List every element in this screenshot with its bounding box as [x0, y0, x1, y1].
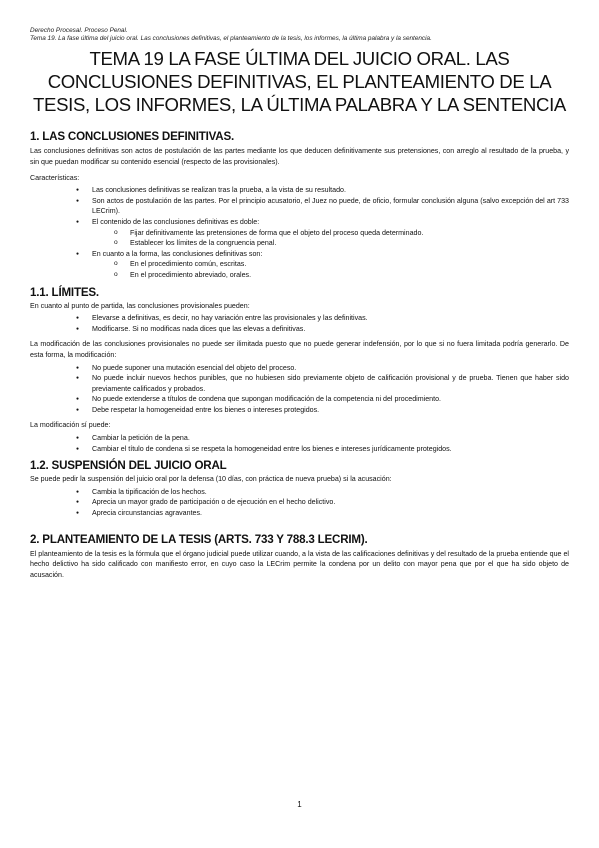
- list-item: ● Modificarse. Si no modificas nada dices que las elevas a definitivas.: [30, 324, 569, 335]
- list-item: ● Aprecia un mayor grado de participación o de ejecución en el hecho delictivo.: [30, 497, 569, 508]
- page-number: 1: [297, 800, 302, 809]
- sub-list: [92, 259, 569, 280]
- sub-list-item: o En el procedimiento abreviado, orales.: [30, 270, 569, 281]
- list-item: ● No puede extenderse a títulos de condena que supongan modificación de la competencia ni del procedimiento.: [30, 394, 569, 405]
- list-item: ● Elevarse a definitivas, es decir, no hay variación entre las provisionales y las definitivas.: [30, 313, 569, 324]
- list-item: [30, 217, 569, 249]
- paragraph-modificacion: La modificación de las conclusiones provisionales no puede ser ilimitada puesto que no puede generar indefensión, por lo que si no fuera limitada podría generarlo. De esta forma, la modificación:: [30, 340, 569, 359]
- limites-list: [30, 313, 569, 334]
- sub-list-item: o Fijar definitivamente las pretensiones de forma que el objeto del proceso queda determinado.: [30, 228, 569, 239]
- characteristics-label: Características:: [30, 173, 80, 182]
- header-line-1: Derecho Procesal. Proceso Penal.: [30, 27, 128, 34]
- list-item: ● Las conclusiones definitivas se realizan tras la prueba, a la vista de su resultado.: [30, 185, 569, 196]
- section-heading-suspension: 1.2. SUSPENSIÓN DEL JUICIO ORAL: [30, 459, 227, 473]
- list-item: ● No puede suponer una mutación esencial del objeto del proceso.: [30, 363, 569, 374]
- paragraph-intro: Las conclusiones definitivas son actos de postulación de las partes mediante los que deducen definitivamente sus pretensiones, con arreglo al resultado de la prueba, y sin que puedan modificar su contenido esencial (respecto de las provisionales).: [30, 147, 569, 166]
- list-item: ● No puede incluir nuevos hechos punibles, que no hubiesen sido previamente objeto de calificación provisional y de prueba. Tienen que haber sido previamente calificados y probados.: [30, 373, 569, 394]
- list-item: ● Son actos de postulación de las partes. Por el principio acusatorio, el Juez no puede, de oficio, formular conclusión alguna (salvo excepción del art 733 LECrim).: [30, 196, 569, 217]
- paragraph-tesis: El planteamiento de la tesis es la fórmula que el órgano judicial puede utilizar cuando, a la vista de las calificaciones definitivas y del resultado de la prueba entiende que el hecho delictivo ha sido calificado con manifiesto error, en cuyo caso la LECrim permite la condena por un delito con mayor pena que por el que ha sido objeto de acusación.: [30, 549, 569, 579]
- section-heading-tesis: 2. PLANTEAMIENTO DE LA TESIS (ARTS. 733 Y 788.3 LECRIM).: [30, 532, 368, 546]
- running-header: [30, 27, 569, 43]
- sub-list-item: o En el procedimiento común, escritas.: [30, 259, 569, 270]
- list-item: ● Cambia la tipificación de los hechos.: [30, 487, 569, 498]
- list-item-text: En cuanto a la forma, las conclusiones definitivas son:: [92, 249, 263, 258]
- paragraph-modificacion-si: La modificación sí puede:: [30, 421, 111, 430]
- modificacion-list: [30, 363, 569, 416]
- list-item: ● Debe respetar la homogeneidad entre los bienes o intereses protegidos.: [30, 405, 569, 416]
- document-title: TEMA 19 LA FASE ÚLTIMA DEL JUICIO ORAL. LAS CONCLUSIONES DEFINITIVAS, EL PLANTEAMIENTO DE LA TESIS, LOS INFORMES, LA ÚLTIMA PALABRA Y LA SENTENCIA: [33, 48, 566, 116]
- sub-list: [92, 228, 569, 249]
- list-item: ● Cambiar el título de condena si se respeta la homogeneidad entre los bienes e intereses jurídicamente protegidos.: [30, 444, 569, 455]
- list-item: ● Aprecia circunstancias agravantes.: [30, 508, 569, 519]
- modificacion-si-list: [30, 433, 569, 454]
- header-line-2: Tema 19. La fase última del juicio oral. Las conclusiones definitivas, el planteamiento de la tesis, los informes, la última palabra y la sentencia.: [30, 35, 432, 43]
- document-page: [30, 27, 569, 580]
- section-heading-limites: 1.1. LÍMITES.: [30, 285, 99, 299]
- paragraph-suspension: Se puede pedir la suspensión del juicio oral por la defensa (10 días, con práctica de nueva prueba) si la acusación:: [30, 475, 392, 484]
- suspension-list: [30, 487, 569, 519]
- list-item: [30, 249, 569, 281]
- characteristics-list: [30, 185, 569, 280]
- section-heading-conclusiones: 1. LAS CONCLUSIONES DEFINITIVAS.: [30, 130, 235, 144]
- list-item-text: El contenido de las conclusiones definitivas es doble:: [92, 217, 260, 226]
- list-item: ● Cambiar la petición de la pena.: [30, 433, 569, 444]
- sub-list-item: o Establecer los límites de la congruencia penal.: [30, 238, 569, 249]
- paragraph-limites-intro: En cuanto al punto de partida, las conclusiones provisionales pueden:: [30, 301, 250, 310]
